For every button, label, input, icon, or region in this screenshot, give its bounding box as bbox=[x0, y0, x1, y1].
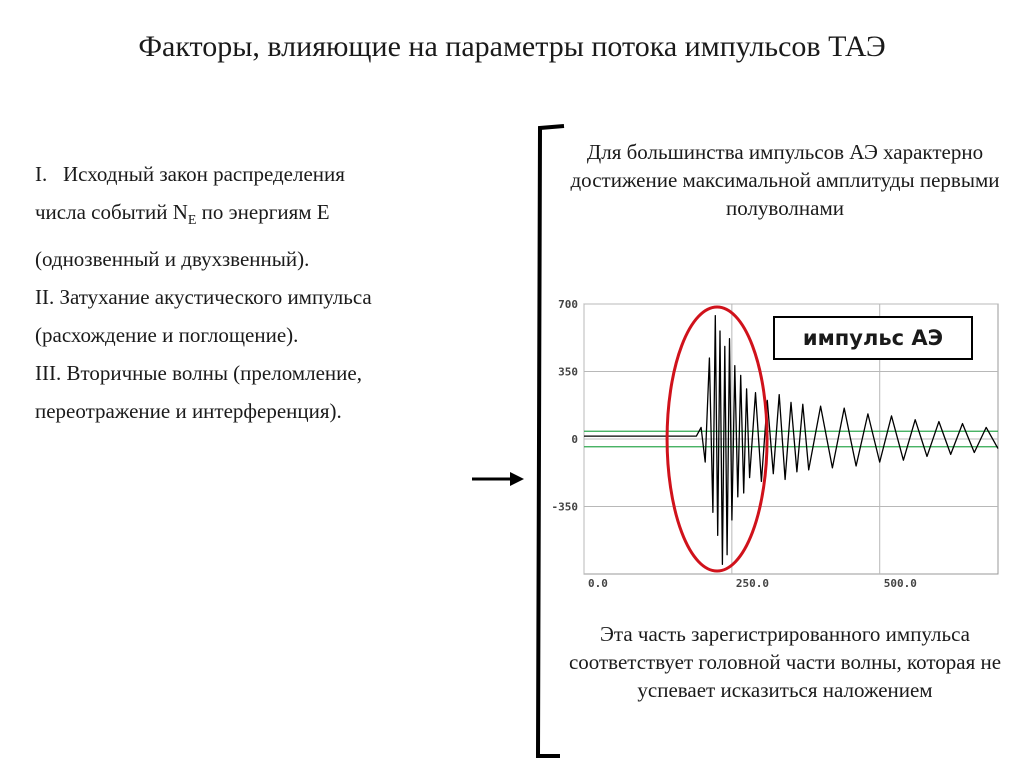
factor-1-line-1 bbox=[35, 155, 505, 193]
impulse-label: импульс АЭ bbox=[773, 316, 973, 360]
x-tick-label: 0.0 bbox=[588, 577, 608, 590]
factors-list bbox=[35, 155, 505, 430]
factor-1-text: Исходный закон распределения bbox=[63, 162, 345, 186]
x-tick-label: 250.0 bbox=[735, 577, 769, 590]
factor-1-line-2-text: числа событий N bbox=[35, 200, 188, 224]
y-tick-label: -350 bbox=[551, 500, 578, 514]
caption-top: Для большинства импульсов АЭ характерно достижение максимальной амплитуды первыми полуволнами bbox=[570, 140, 1000, 220]
factor-3-line-1: III. Вторичные волны (преломление, bbox=[35, 361, 362, 386]
factor-1-line-3: (однозвенный и двухзвенный). bbox=[35, 247, 310, 272]
factor-2-line-2: (расхождение и поглощение). bbox=[35, 323, 299, 348]
factor-1-numeral: I. bbox=[35, 162, 48, 186]
energy-subscript: E bbox=[187, 213, 197, 229]
slide-title: Факторы, влияющие на параметры потока импульсов ТАЭ bbox=[138, 30, 886, 63]
right-arrow-icon bbox=[470, 469, 526, 489]
factor-1-line-2 bbox=[35, 193, 505, 240]
factor-2-line-1: II. Затухание акустического импульса bbox=[35, 285, 372, 310]
y-tick-label: 0 bbox=[571, 433, 578, 446]
y-tick-label: 350 bbox=[558, 365, 578, 379]
x-tick-label: 500.0 bbox=[883, 577, 917, 590]
caption-bottom: Эта часть зарегистрированного импульса соответствует головной части волны, которая не успевает исказиться наложением bbox=[568, 622, 1002, 702]
factor-1-line-2-tail: по энергиям Е bbox=[196, 200, 330, 224]
y-tick-label: 700 bbox=[558, 298, 578, 311]
factor-3-line-2: переотражение и интерференция). bbox=[35, 399, 342, 424]
